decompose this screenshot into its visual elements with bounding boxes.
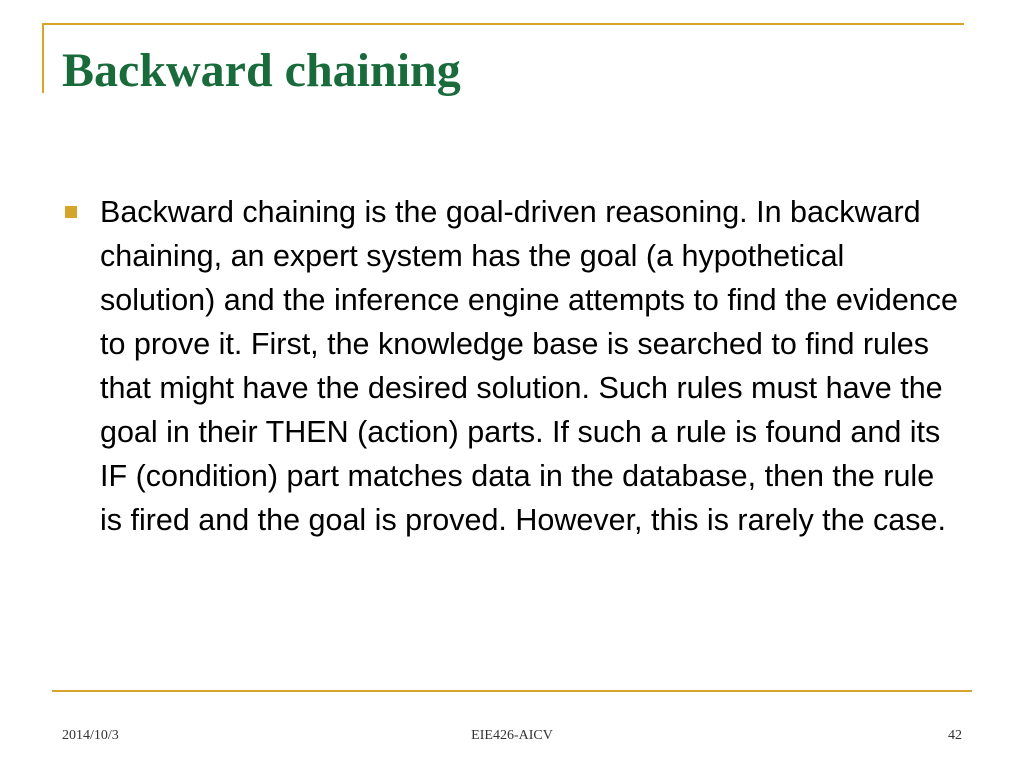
title-frame-top-rule: [42, 23, 964, 25]
title-frame-left-rule: [42, 23, 44, 93]
footer-divider: [52, 690, 972, 692]
slide-title: Backward chaining: [62, 44, 461, 97]
footer-course: EIE426-AICV: [471, 728, 553, 743]
footer-date: 2014/10/3: [62, 728, 119, 743]
footer-page-number: 42: [948, 728, 962, 743]
bullet-text: Backward chaining is the goal-driven reasoning. In backward chaining, an expert system has the goal (a hypothetical solution) and the inference engine attempts to find the evidence to prove it. First, the knowledge base is searched to find rules that might have the desired solution. Such rules must have the goal in their THEN (action) parts. If such a rule is found and its IF (condition) part matches data in the database, then the rule is fired and the goal is proved. However, this is rarely the case.: [100, 195, 958, 537]
square-bullet-icon: [65, 206, 77, 218]
